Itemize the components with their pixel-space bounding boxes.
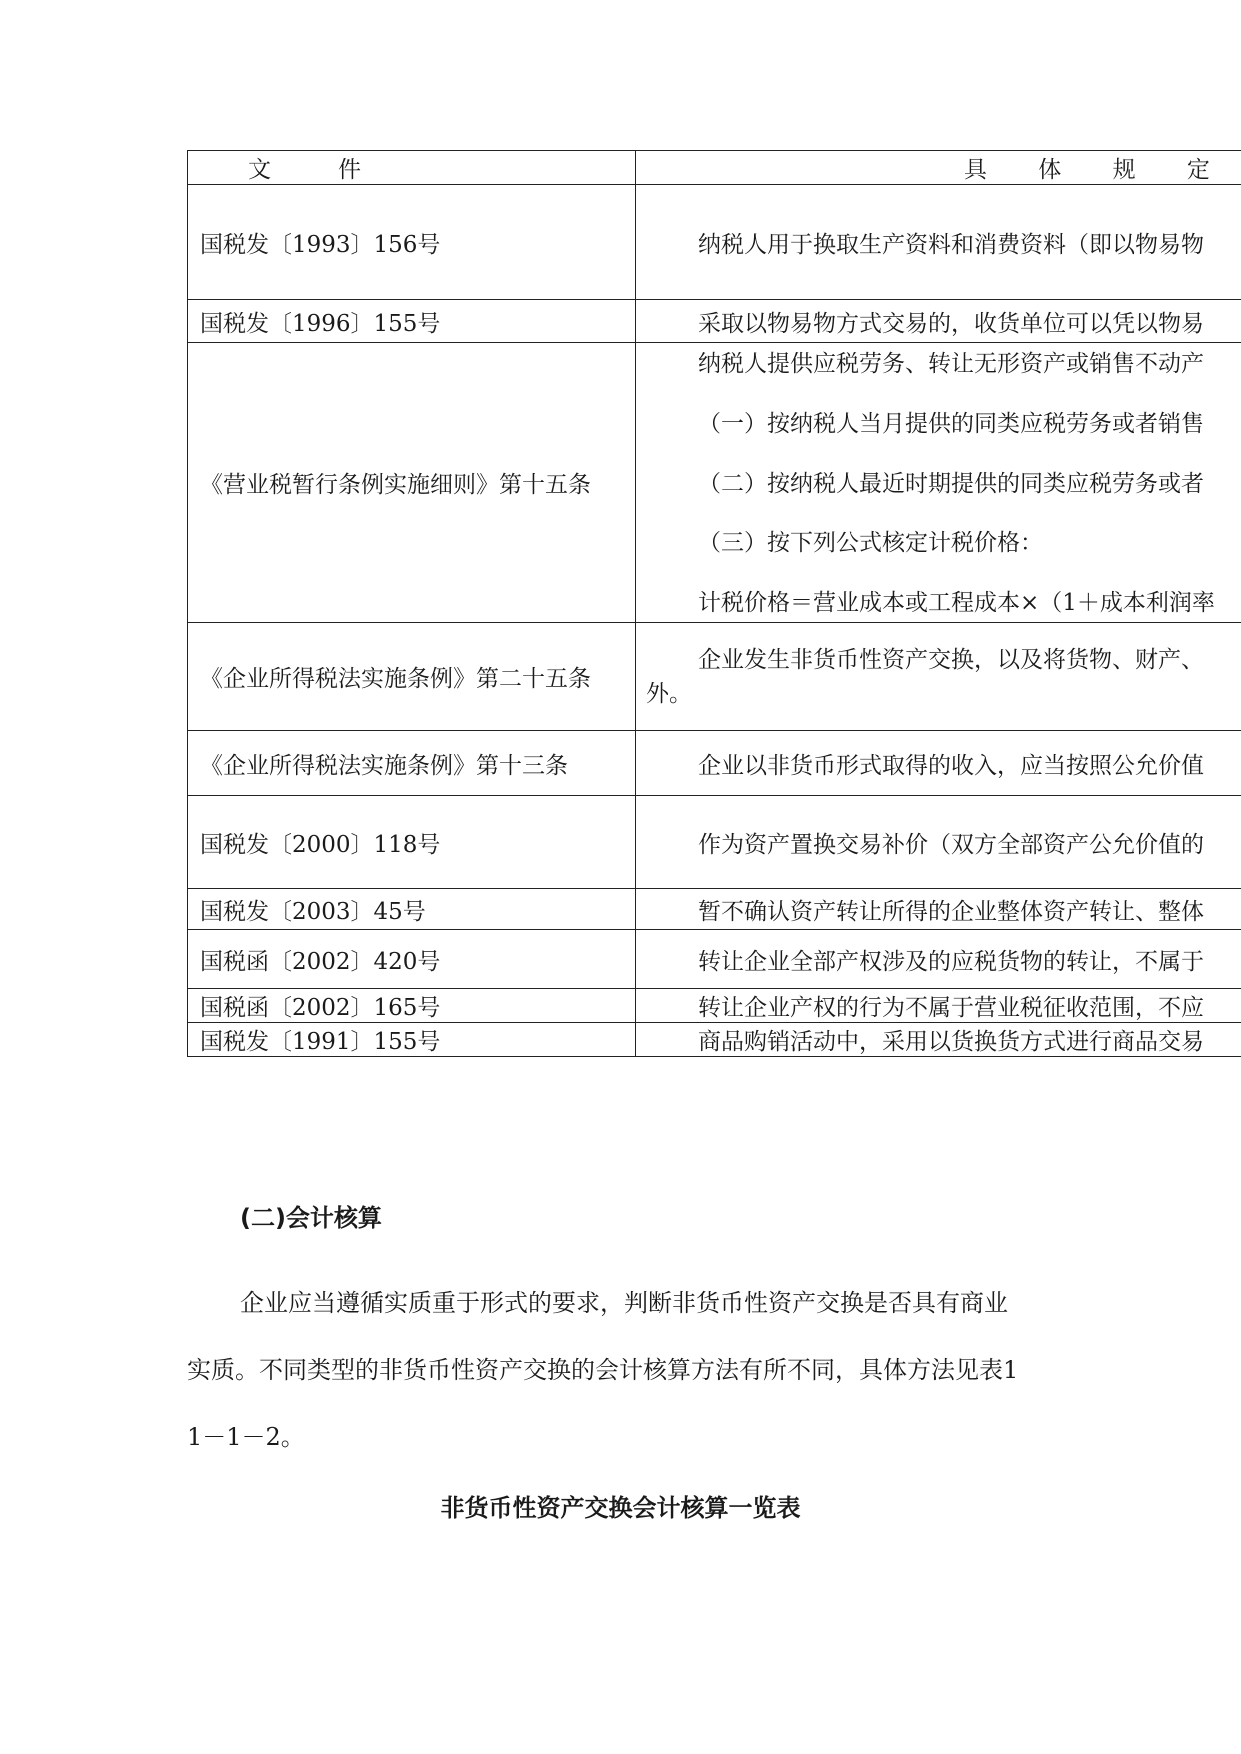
row-provision: 纳税人用于换取生产资料和消费资料（即以物易物	[636, 185, 1241, 300]
table-row	[188, 930, 1241, 989]
row-provision: 暂不确认资产转让所得的企业整体资产转让、整体	[636, 889, 1241, 930]
table-row	[188, 343, 1241, 623]
body-paragraph	[187, 1283, 1055, 1484]
paragraph-line: 实质。不同类型的非货币性资产交换的会计核算方法有所不同，具体方法见表1	[187, 1356, 1019, 1384]
row-document: 《营业税暂行条例实施细则》第十五条	[188, 343, 636, 623]
row-document: 国税发〔1993〕156号	[188, 185, 636, 300]
row-document: 国税函〔2002〕420号	[188, 930, 636, 989]
header-provision: 具 体 规 定	[636, 151, 1241, 185]
table-header-row	[188, 151, 1241, 185]
row-document: 国税发〔1996〕155号	[188, 300, 636, 343]
table-row	[188, 989, 1241, 1023]
table-row	[188, 731, 1241, 796]
regulations-table	[187, 150, 1241, 1057]
row-document: 国税发〔2003〕45号	[188, 889, 636, 930]
paragraph-line: 企业应当遵循实质重于形式的要求，判断非货币性资产交换是否具有商业	[240, 1289, 1008, 1317]
table-caption: 非货币性资产交换会计核算一览表	[440, 1494, 801, 1522]
section-heading: (二)会计核算	[240, 1204, 382, 1232]
provision-line: （二）按纳税人最近时期提供的同类应税劳务或者	[698, 470, 1204, 497]
provision-line: （三）按下列公式核定计税价格：	[698, 530, 1043, 557]
table-row	[188, 623, 1241, 731]
row-document: 《企业所得税法实施条例》第十三条	[188, 731, 636, 796]
row-document: 国税发〔1991〕155号	[188, 1023, 636, 1057]
table-row	[188, 185, 1241, 300]
provision-line: 企业发生非货币性资产交换，以及将货物、财产、	[698, 646, 1204, 673]
header-document: 文 件	[188, 151, 636, 185]
row-provision: 企业以非货币形式取得的收入，应当按照公允价值	[636, 731, 1241, 796]
table-row	[188, 1023, 1241, 1057]
row-provision: 采取以物易物方式交易的，收货单位可以凭以物易	[636, 300, 1241, 343]
row-provision: 商品购销活动中，采用以货换货方式进行商品交易	[636, 1023, 1241, 1057]
paragraph-line: 1－1－2。	[187, 1423, 305, 1451]
provision-line: 纳税人提供应税劳务、转让无形资产或销售不动产	[698, 351, 1204, 377]
row-provision	[636, 623, 1241, 731]
provision-line: （一）按纳税人当月提供的同类应税劳务或者销售	[698, 410, 1204, 437]
table-row	[188, 300, 1241, 343]
row-document: 《企业所得税法实施条例》第二十五条	[188, 623, 636, 731]
provision-line: 计税价格＝营业成本或工程成本×（1＋成本利润率	[698, 590, 1215, 616]
row-document: 国税发〔2000〕118号	[188, 796, 636, 889]
row-document: 国税函〔2002〕165号	[188, 989, 636, 1023]
row-provision: 作为资产置换交易补价（双方全部资产公允价值的	[636, 796, 1241, 889]
row-provision: 转让企业全部产权涉及的应税货物的转让，不属于	[636, 930, 1241, 989]
table-row	[188, 889, 1241, 930]
table-row	[188, 796, 1241, 889]
row-provision: 转让企业产权的行为不属于营业税征收范围，不应	[636, 989, 1241, 1023]
provision-continuation: 外。	[646, 680, 692, 707]
row-provision	[636, 343, 1241, 623]
